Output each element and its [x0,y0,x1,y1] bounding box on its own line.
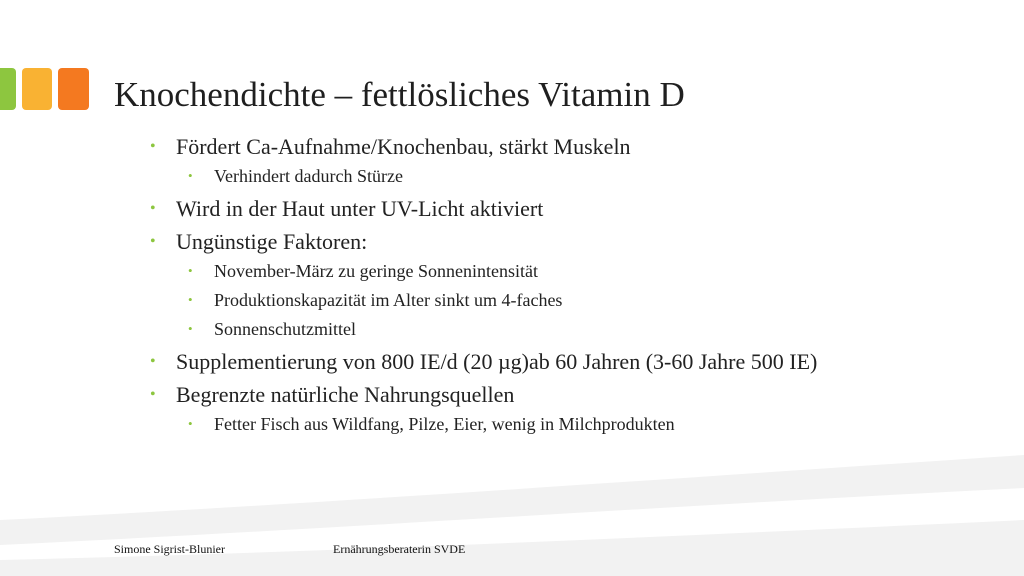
sub-bullet-item [188,413,930,435]
footer-author: Simone Sigrist-Blunier [114,542,225,556]
footer-role: Ernährungsberaterin SVDE [333,542,466,556]
bullet-item [150,230,930,253]
bullet-icon: • [150,233,156,250]
bullet-icon: • [188,321,193,336]
sub-bullet-item [188,165,930,187]
slide-title: Knochendichte – fettlösliches Vitamin D [114,75,685,114]
bullet-icon: • [150,138,156,155]
sub-bullet-item [188,318,930,340]
bullet-icon: • [188,168,193,183]
bullet-icon: • [150,353,156,370]
bullet-icon: • [188,292,193,307]
bullet-item [150,383,930,406]
bullet-text: Wird in der Haut unter UV-Licht aktiviert [176,196,544,221]
bullet-icon: • [188,416,193,431]
accent-bar-yellow [22,68,52,110]
sub-bullet-item [188,289,930,311]
bullet-text: Ungünstige Faktoren: [176,229,368,254]
bullet-icon: • [150,200,156,217]
accent-bar-green [0,68,16,110]
sub-bullet-text: Fetter Fisch aus Wildfang, Pilze, Eier, wenig in Milchprodukten [214,414,675,434]
bullet-icon: • [150,386,156,403]
bullet-text: Supplementierung von 800 IE/d (20 µg)ab 60 Jahren (3-60 Jahre 500 IE) [176,349,818,374]
bullet-list [150,135,930,435]
sub-bullet-item [188,260,930,282]
sub-bullet-text: Produktionskapazität im Alter sinkt um 4-faches [214,290,563,310]
bullet-icon: • [188,263,193,278]
bullet-item [150,197,930,220]
bullet-text: Fördert Ca-Aufnahme/Knochenbau, stärkt Muskeln [176,134,631,159]
sub-bullet-text: November-März zu geringe Sonnenintensität [214,261,539,281]
sub-bullet-text: Verhindert dadurch Stürze [214,166,403,186]
sub-bullet-text: Sonnenschutzmittel [214,319,356,339]
bullet-text: Begrenzte natürliche Nahrungsquellen [176,382,515,407]
bullet-item [150,135,930,158]
bullet-item [150,350,930,373]
accent-bar-orange [58,68,89,110]
